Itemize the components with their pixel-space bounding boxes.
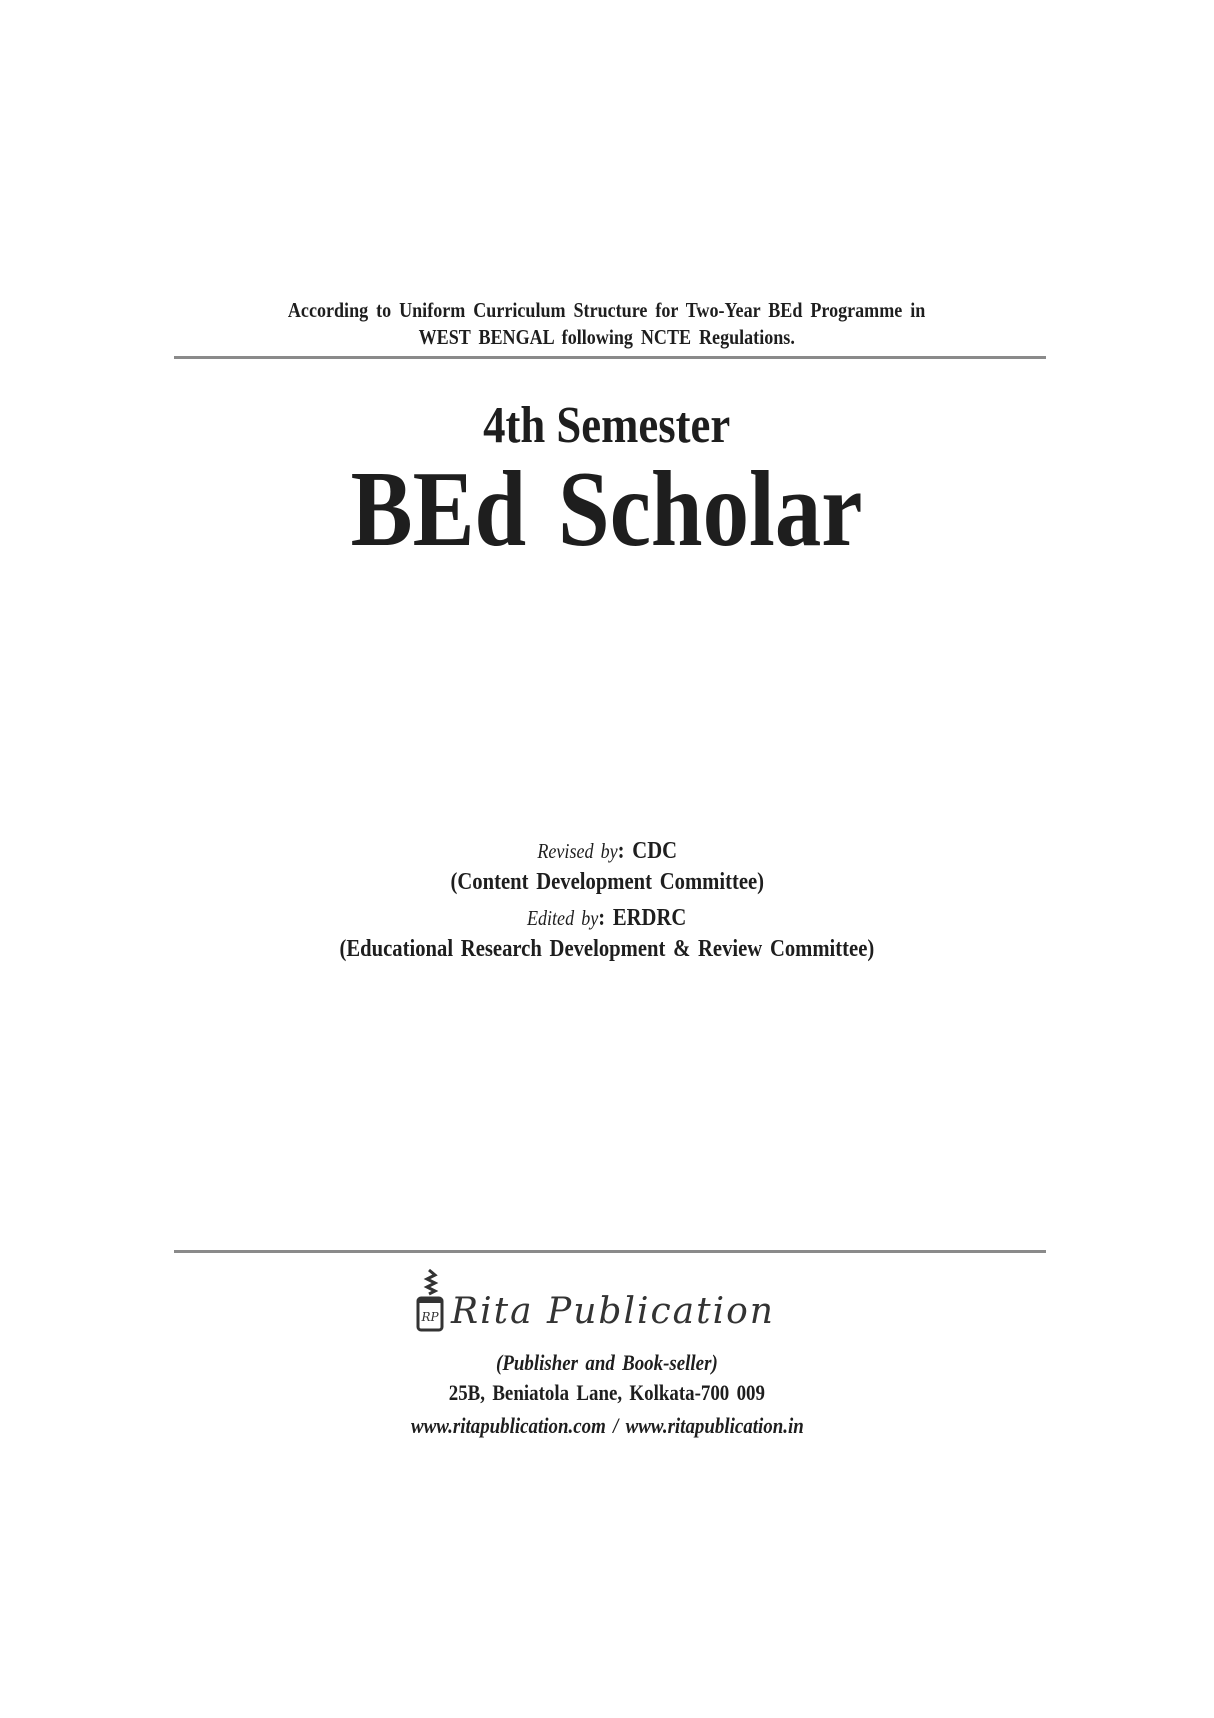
publisher-websites <box>0 1413 1214 1439</box>
publisher-address <box>0 1380 1214 1406</box>
revised-label: Revised by <box>537 839 618 863</box>
bottom-divider <box>174 1250 1046 1253</box>
edited-value: : ERDRC <box>598 905 687 931</box>
curriculum-note-line-2 <box>0 325 1214 350</box>
svg-text:RP: RP <box>421 1310 439 1324</box>
publisher-role-text: (Publisher and Book-seller) <box>496 1350 718 1375</box>
revised-full-text: (Content Development Committee) <box>450 869 764 895</box>
revised-value: : CDC <box>617 838 677 864</box>
curriculum-note-line-1 <box>0 298 1214 323</box>
edited-label: Edited by <box>527 906 599 930</box>
edited-full-text: (Educational Research Development & Review Committee) <box>339 936 875 962</box>
top-divider <box>174 356 1046 359</box>
book-title <box>0 448 1214 572</box>
edited-by-line <box>0 905 1214 932</box>
semester-heading <box>0 396 1214 455</box>
publisher-address-text: 25B, Beniatola Lane, Kolkata-700 009 <box>448 1380 766 1405</box>
inkpot-logo-icon <box>415 1268 445 1332</box>
semester-text: 4th Semester <box>483 397 731 454</box>
publisher-role <box>0 1350 1214 1376</box>
curriculum-note-text: WEST BENGAL following NCTE Regulations. <box>418 325 796 349</box>
publisher-websites-text: www.ritapublication.com / www.ritapublication.in <box>410 1413 804 1438</box>
revised-by-full <box>0 869 1214 896</box>
curriculum-note-text: According to Uniform Curriculum Structure for Two-Year BEd Programme in <box>288 298 926 322</box>
edited-by-full <box>0 936 1214 963</box>
publisher-logo-text: Rita Publication <box>451 1291 775 1332</box>
revised-by-line <box>0 838 1214 865</box>
publisher-logo <box>415 1268 775 1332</box>
book-title-text: BEd Scholar <box>351 450 863 569</box>
